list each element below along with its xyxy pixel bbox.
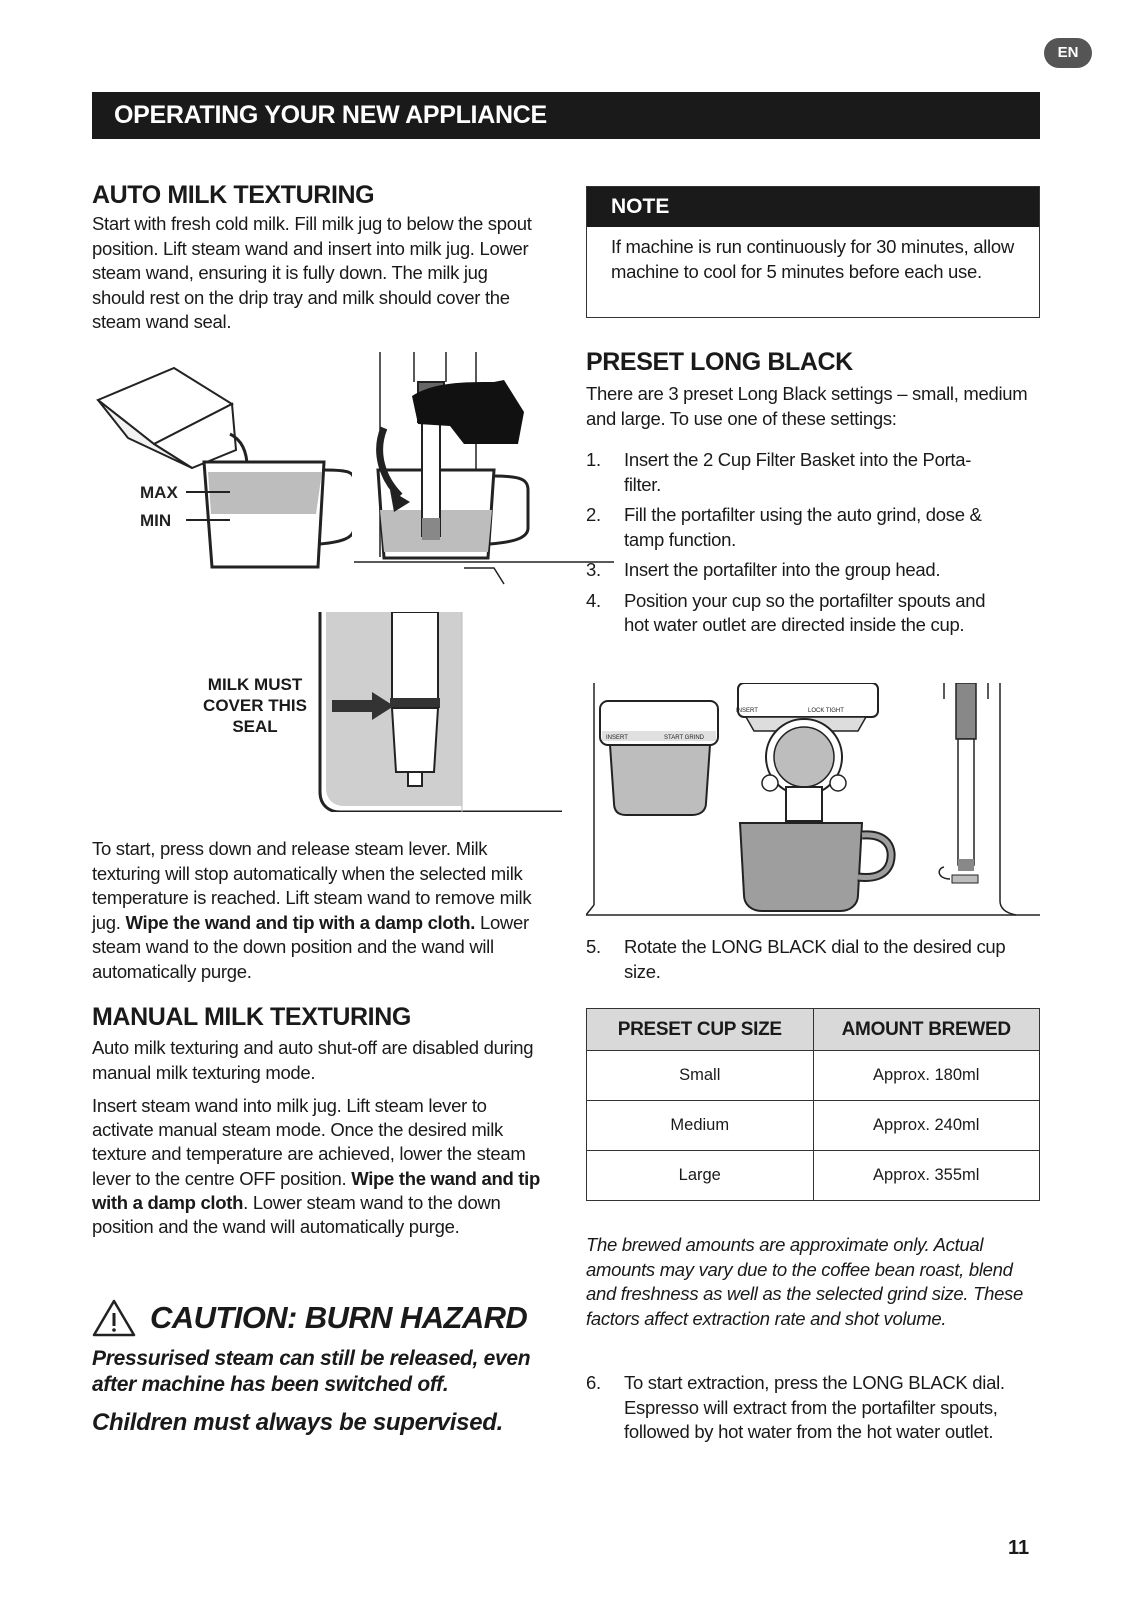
min-label: MIN — [140, 511, 172, 530]
caution-title: CAUTION: BURN HAZARD — [150, 1300, 528, 1335]
long-black-intro: There are 3 preset Long Black settings – small, medium and large. To use one of these settings: — [586, 383, 1028, 429]
auto-milk-after-2: Lower steam wand to the down position and the wand will automatically purge. — [92, 911, 529, 982]
illus-lock-tight: LOCK TIGHT — [808, 708, 844, 714]
seal-label-line-1: MILK MUST — [207, 675, 303, 694]
warning-triangle-icon — [92, 1298, 136, 1338]
list-item: 5. Rotate the LONG BLACK dial to the desired cup size. — [586, 936, 1006, 982]
steam-wand-illustration — [354, 352, 614, 592]
preset-table — [586, 1008, 1040, 1201]
table-row: Large Approx. 355ml — [587, 1151, 1040, 1201]
caution-line-1: Pressurised steam can still be released, even after machine has been switched off. — [92, 1347, 531, 1396]
note-box — [586, 186, 1040, 318]
illus-insert-left: INSERT — [606, 735, 628, 741]
long-black-illustration — [586, 683, 1040, 923]
caution-line-2: Children must always be supervised. — [92, 1409, 503, 1436]
long-black-step-5 — [586, 935, 1006, 984]
section-header-bar — [92, 92, 1040, 139]
table-header-amount: AMOUNT BREWED — [813, 1009, 1040, 1051]
manual-milk-p2-a: Insert steam wand into milk jug. Lift steam lever to activate manual steam mode. Once the desired milk texture and temperature are achieved, lower the steam lever to the centre OFF position. — [92, 1095, 526, 1189]
seal-label — [192, 674, 318, 737]
illus-start-grind: START GRIND — [664, 735, 705, 741]
seal-label-line-2: COVER THIS — [203, 696, 307, 715]
seal-label-line-3: SEAL — [232, 717, 278, 736]
table-row: Medium Approx. 240ml — [587, 1101, 1040, 1151]
list-item: 3. Insert the portafilter into the group head. — [586, 559, 941, 580]
max-label: MAX — [140, 483, 178, 502]
list-item: 4. Position your cup so the portafilter spouts and hot water outlet are directed inside the cup. — [586, 589, 986, 635]
brewed-amounts-disclaimer: The brewed amounts are approximate only. Actual amounts may vary due to the coffee bean roast, blend and freshness as well as the selected grind size. These factors affect extraction rate and shot volume. — [586, 1234, 1023, 1329]
note-text: If machine is run continuously for 30 minutes, allow machine to cool for 5 minutes before each use. — [611, 236, 1014, 282]
auto-milk-after-text — [92, 837, 542, 984]
illus-insert-right: INSERT — [736, 708, 758, 714]
note-heading: NOTE — [587, 187, 1039, 227]
list-item: 1. Insert the 2 Cup Filter Basket into the Porta-filter. — [586, 449, 972, 495]
table-header-cup-size: PRESET CUP SIZE — [587, 1009, 814, 1051]
manual-milk-heading: MANUAL MILK TEXTURING — [92, 1003, 411, 1031]
manual-milk-p2 — [92, 1094, 542, 1239]
section-header-title: OPERATING YOUR NEW APPLIANCE — [114, 101, 547, 129]
milk-pour-illustration — [92, 352, 352, 582]
list-item: 2. Fill the portafilter using the auto grind, dose & tamp function. — [586, 504, 982, 550]
long-black-step-6 — [586, 1371, 1006, 1445]
list-item: 6. To start extraction, press the LONG BLACK dial. Espresso will extract from the portafilter spouts, followed by hot water from the hot water outlet. — [586, 1372, 1005, 1442]
long-black-steps — [586, 448, 1006, 638]
manual-milk-p1: Auto milk texturing and auto shut-off are disabled during manual milk texturing mode. — [92, 1037, 534, 1083]
long-black-heading: PRESET LONG BLACK — [586, 348, 853, 376]
seal-illustration — [312, 612, 562, 812]
auto-milk-after-1: To start, press down and release steam lever. Milk texturing will stop automatically when the selected milk temperature is reached. Lift steam wand to remove milk jug. — [92, 838, 532, 933]
auto-milk-after-bold: Wipe the wand and tip with a damp cloth. — [125, 911, 476, 933]
manual-milk-p2-bold: Wipe the wand and tip with a damp cloth — [92, 1167, 541, 1213]
table-row: Small Approx. 180ml — [587, 1051, 1040, 1101]
page-number: 11 — [1008, 1537, 1030, 1559]
language-badge: EN — [1044, 38, 1092, 68]
auto-milk-heading: AUTO MILK TEXTURING — [92, 181, 375, 209]
manual-milk-p2-b: . Lower steam wand to the down position and the wand will automatically purge. — [92, 1191, 501, 1238]
auto-milk-intro: Start with fresh cold milk. Fill milk jug to below the spout position. Lift steam wand and insert into milk jug. Lower steam wand, ensuring it is fully down. The milk jug should rest on the drip tray and milk should cover the steam wand seal. — [92, 213, 532, 332]
